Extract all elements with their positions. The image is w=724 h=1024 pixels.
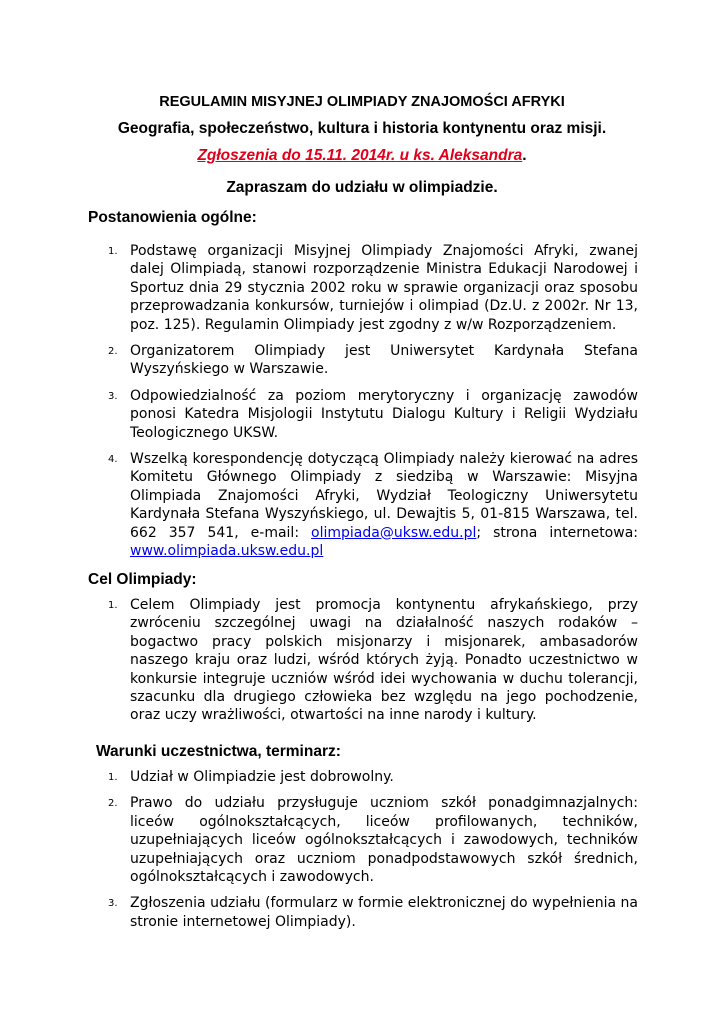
list-item: [92, 242, 638, 334]
document-subtitle: Geografia, społeczeństwo, kultura i historia kontynentu oraz misji.: [117, 120, 607, 137]
list-item: [92, 894, 638, 931]
invitation-line: Zapraszam do udziału w olimpiadzie.: [226, 179, 498, 196]
email-link[interactable]: olimpiada@uksw.edu.pl: [311, 524, 477, 541]
website-link[interactable]: www.olimpiada.uksw.edu.pl: [130, 543, 324, 560]
list-number: 1.: [108, 246, 118, 257]
registration-note: [0, 147, 724, 165]
list-number: 2.: [108, 798, 118, 810]
list-number: 1.: [108, 600, 118, 611]
list-item-text: Odpowiedzialność za poziom merytoryczny i organizację zawodów ponosi Katedra Misjologii Instytutu Dialogu Kultury i Religii Wydziału Teologicznego UKSW.: [130, 387, 638, 441]
list-item-text: ; strona internetowa:: [476, 524, 638, 541]
registration-deadline: Zgłoszenia do 15.11. 2014r. u ks. Aleksandra: [197, 147, 523, 164]
section-heading-goal: Cel Olimpiady:: [88, 571, 197, 588]
list-item-text: Zgłoszenia udziału (formularz w formie elektronicznej do wypełnienia na stronie internetowej Olimpiady).: [130, 895, 638, 930]
list-number: 1.: [108, 772, 118, 783]
list-item-text: Prawo do udziału przysługuje uczniom szkół ponadgimnazjalnych: liceów ogólnokształcących, liceów profilowanych, techników, uzupełniających liceów ogólnokształcących i zawodowych, techników uzupełniających oraz uczniom ponadpodstawowych szkół średnich, ogólnokształcących i zawodowych.: [130, 795, 638, 886]
list-number: 3.: [108, 390, 118, 402]
section-heading-general: Postanowienia ogólne:: [88, 209, 257, 226]
list-item: [92, 342, 638, 379]
list-number: 3.: [108, 898, 118, 910]
general-provisions-list: [92, 242, 638, 561]
list-item-text: Celem Olimpiady jest promocja kontynentu afrykańskiego, przy zwróceniu szczególnej uwagi na działalność naszych rodaków – bogactwo pracy polskich misjonarzy i misjonarek, ambasadorów naszego kraju oraz ludzi, wśród których żyją. Ponadto uczestnictwo w konkursie integruje uczniów wśród idei wychowania w duchu tolerancji, szacunku dla drugiego człowieka bez względu na jego pochodzenie, oraz uczy wrażliwości, otwartości na inne narody i kultury.: [130, 597, 638, 724]
goal-list: [92, 596, 638, 725]
list-item-text: Podstawę organizacji Misyjnej Olimpiady Znajomości Afryki, zwanej dalej Olimpiadą, stanowi rozporządzenie Ministra Edukacji Narodowej i Sportuz dnia 29 stycznia 2002 roku w sprawie organizacji oraz sposobu przeprowadzania konkursów, turniejów i olimpiad (Dz.U. z 2002r. Nr 13, poz. 125). Regulamin Olimpiady jest zgodny z w/w Rozporządzeniem.: [130, 243, 638, 333]
list-item: [92, 794, 638, 886]
list-item: [92, 387, 638, 442]
list-item-text: Wszelką korespondencję dotyczącą Olimpiady należy kierować na adres Komitetu Głównego Olimpiady z siedzibą w Warszawie: Misyjna Olimpiada Znajomości Afryki, Wydział Teologiczny Uniwersytetu Kardynała Stefana Wyszyńskiego, ul. Dewajtis 5, 01-815 Warszawa, tel. 662 357 541, e-mail:: [130, 451, 638, 541]
list-item: [92, 596, 638, 725]
list-number: 2.: [108, 346, 118, 358]
section-heading-conditions: Warunki uczestnictwa, terminarz:: [96, 743, 341, 760]
list-number: 4.: [108, 454, 118, 466]
conditions-list: [92, 768, 638, 931]
list-item: [92, 450, 638, 560]
list-item: [92, 768, 638, 786]
list-item-text: Udział w Olimpiadzie jest dobrowolny.: [130, 769, 394, 785]
list-item-text: Organizatorem Olimpiady jest Uniwersytet Kardynała Stefana Wyszyńskiego w Warszawie.: [130, 343, 638, 378]
registration-dot: .: [522, 147, 527, 164]
document-title: REGULAMIN MISYJNEJ OLIMPIADY ZNAJOMOŚCI AFRYKI: [159, 94, 565, 110]
